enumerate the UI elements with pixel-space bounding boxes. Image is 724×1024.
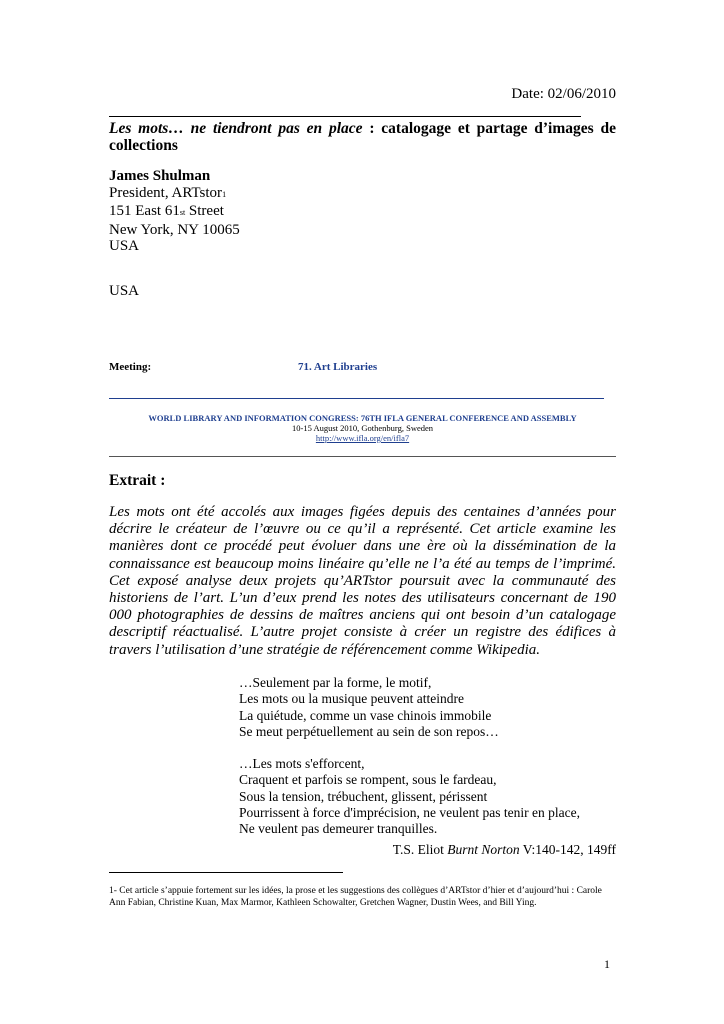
address-street xyxy=(109,203,240,222)
poem-line: Pourrissent à force d'imprécision, ne veulent pas tenir en place, xyxy=(239,805,580,821)
poem-line: …Les mots s'efforcent, xyxy=(239,756,365,772)
footnote-rule xyxy=(109,872,343,873)
meeting-label: Meeting: xyxy=(109,361,152,373)
poem-line: Ne veulent pas demeurer tranquilles. xyxy=(239,821,438,837)
address-street-pre: 151 East 61 xyxy=(109,203,180,219)
citation-ref: V:140-142, 149ff xyxy=(519,842,616,857)
poem-epigraph xyxy=(239,675,580,838)
poem-line: …Seulement par la forme, le motif, xyxy=(239,675,432,690)
poem-line: Se meut perpétuellement au sein de son repos… xyxy=(239,723,499,739)
footnote-marker: 1 xyxy=(222,189,227,199)
poem-line: Les mots ou la musique peuvent atteindre xyxy=(239,691,464,707)
author-block xyxy=(109,168,240,255)
congress-name: WORLD LIBRARY AND INFORMATION CONGRESS: 76TH IFLA GENERAL CONFERENCE AND ASSEMBLY xyxy=(148,413,577,423)
author-position xyxy=(109,185,240,204)
address-country: USA xyxy=(109,238,140,254)
congress-rule-top xyxy=(109,398,604,399)
title-rest: : catalogage et partage d’images de collections xyxy=(109,120,616,154)
title-rule xyxy=(109,116,581,117)
poem-citation xyxy=(393,842,616,858)
country-repeat: USA xyxy=(109,283,140,299)
poem-line: Craquent et parfois se rompent, sous le fardeau, xyxy=(239,772,497,788)
address-city: New York, NY 10065 xyxy=(109,221,240,238)
abstract-body: Les mots ont été accolés aux images figées depuis des centaines d’années pour décrire le créateur de l’œuvre ou ce qu’il a représenté. Cet article examine les manières dont ce procédé peut évoluer dans une ère où la dissémination de la connaissance est beaucoup moins linéaire qu’elle ne l’a été au temps de l’imprimé. Cet exposé analyse deux projets qu’ARTstor poursuit avec la communauté des historiens de l’art. L’un d’eux prend les notes des utilisateurs concernant de 190 000 photographies de dessins de maîtres anciens qui ont besoin d’un catalogage descriptif réactualisé. L’autre projet consiste à créer un registre des édifices à travers l’utilisation d’une stratégie de référencement comme Wikipedia. xyxy=(109,504,616,658)
document-date: Date: 02/06/2010 xyxy=(511,86,616,102)
citation-work: Burnt Norton xyxy=(447,842,520,857)
congress-block xyxy=(109,413,616,443)
abstract-heading: Extrait : xyxy=(109,472,166,489)
poem-line: Sous la tension, trébuchent, glissent, périssent xyxy=(239,788,488,804)
stanza-gap xyxy=(239,740,580,756)
citation-author: T.S. Eliot xyxy=(392,842,448,857)
title-italic-part: Les mots… ne tiendront pas en place xyxy=(109,120,363,137)
address-street-post: Street xyxy=(185,203,224,219)
congress-dates: 10-15 August 2010, Gothenburg, Sweden xyxy=(291,423,434,433)
poem-line: La quiétude, comme un vase chinois immobile xyxy=(239,707,492,723)
congress-rule-bottom xyxy=(109,456,616,457)
page-number: 1 xyxy=(604,957,610,971)
meeting-value: 71. Art Libraries xyxy=(298,361,378,373)
author-position-text: President, ARTstor xyxy=(109,184,223,201)
address-street-sup: st xyxy=(179,208,186,217)
document-title xyxy=(109,120,616,154)
author-name: James Shulman xyxy=(109,168,211,184)
footnote-text: 1- Cet article s’appuie fortement sur les idées, la prose et les suggestions des collègues d’ARTstor d’hier et d’aujourd’hui : Carole Ann Fabian, Christine Kuan, Max Marmor, Kathleen Schowalter, Gretchen Wagner, Dustin Wees, and Bill Ying. xyxy=(109,886,602,908)
congress-url[interactable]: http://www.ifla.org/en/ifla7 xyxy=(315,433,410,443)
